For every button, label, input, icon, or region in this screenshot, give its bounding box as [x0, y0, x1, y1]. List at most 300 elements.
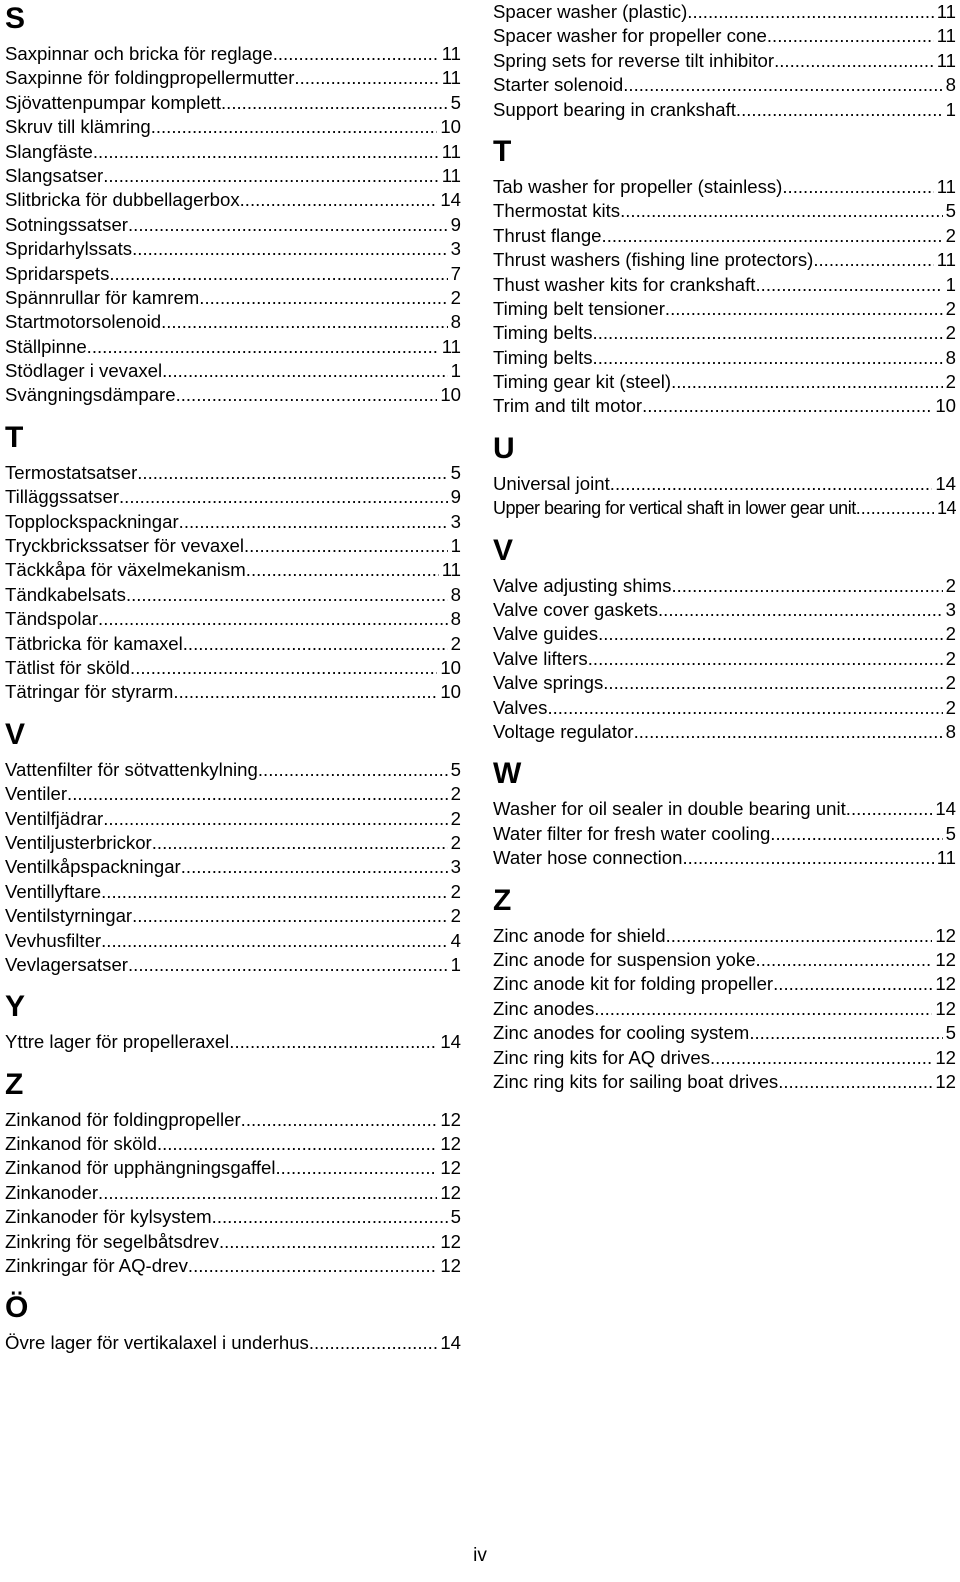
section-letter-heading: T	[493, 134, 512, 168]
index-entry-page: 2	[450, 905, 461, 927]
dot-leader	[846, 797, 933, 821]
index-entry	[5, 1230, 461, 1254]
dot-leader	[602, 224, 943, 248]
index-entry	[493, 1021, 956, 1045]
index-entry-label: Topplockspackningar	[5, 510, 179, 532]
index-entry-page: 2	[945, 371, 956, 393]
index-entry-label: Spännrullar för kamrem	[5, 286, 200, 308]
dot-leader	[687, 0, 933, 24]
dot-leader	[588, 647, 943, 671]
dot-leader	[152, 831, 448, 855]
index-entry	[5, 310, 461, 334]
index-entry-page: 9	[450, 486, 461, 508]
index-entry-page: 8	[945, 720, 956, 742]
index-entry	[493, 0, 956, 24]
index-entry-label: Spacer washer for propeller cone	[493, 25, 767, 47]
index-entry-label: Zinc anode for suspension yoke	[493, 948, 756, 970]
index-entry	[5, 485, 461, 509]
index-entry	[493, 647, 956, 671]
index-entry-label: Slangfäste	[5, 140, 93, 162]
index-entry-label: Timing belt tensioner	[493, 297, 665, 319]
index-entry-page: 7	[450, 262, 461, 284]
index-entry-page: 12	[935, 997, 956, 1019]
index-entry-label: Tryckbrickssatser för vevaxel	[5, 535, 245, 557]
index-entry-page: 12	[440, 1157, 461, 1179]
index-entry-page: 5	[450, 1206, 461, 1228]
index-entry-label: Zinkanod för upphängningsgaffel	[5, 1157, 276, 1179]
index-entry-page: 4	[450, 929, 461, 951]
index-entry-page: 8	[450, 311, 461, 333]
index-entry-label: Övre lager för vertikalaxel i underhus	[5, 1332, 309, 1354]
index-entry	[5, 953, 461, 977]
index-entry	[5, 1156, 461, 1180]
index-entry-page: 1	[450, 360, 461, 382]
index-entry-label: Thrust flange	[493, 224, 602, 246]
dot-leader	[246, 558, 439, 582]
dot-leader	[770, 822, 942, 846]
index-entry-page: 12	[935, 948, 956, 970]
index-entry	[5, 1205, 461, 1229]
index-entry	[5, 929, 461, 953]
index-entry-label: Ventiler	[5, 783, 68, 805]
dot-leader	[229, 1030, 437, 1054]
index-column-left	[5, 0, 461, 1369]
index-entry-label: Zinkanoder för kylsystem	[5, 1206, 212, 1228]
index-entry	[493, 297, 956, 321]
index-entry-page: 5	[450, 91, 461, 113]
index-entry-page: 5	[945, 1022, 956, 1044]
index-entry-page: 2	[450, 831, 461, 853]
dot-leader	[173, 680, 437, 704]
index-entry	[493, 199, 956, 223]
index-entry-label: Vevhusfilter	[5, 929, 102, 951]
index-entry-label: Ventillyftare	[5, 880, 102, 902]
index-entry-page: 1	[945, 273, 956, 295]
index-entry-page: 12	[440, 1255, 461, 1277]
index-entry-label: Valve adjusting shims	[493, 574, 672, 596]
index-entry-label: Thrust washers (fishing line protectors)	[493, 249, 814, 271]
index-entry	[5, 607, 461, 631]
index-entry	[5, 782, 461, 806]
index-entry-label: Svängningsdämpare	[5, 384, 176, 406]
index-entry	[5, 461, 461, 485]
index-entry	[493, 49, 956, 73]
index-entry-label: Water hose connection	[493, 847, 683, 869]
index-entry-label: Zinc anodes for cooling system	[493, 1022, 750, 1044]
section-letter-heading: S	[5, 2, 26, 35]
index-entry-page: 11	[441, 164, 461, 186]
index-entry-page: 10	[440, 656, 461, 678]
index-entry-page: 2	[945, 322, 956, 344]
index-entry-page: 2	[945, 647, 956, 669]
dot-leader	[620, 199, 943, 223]
index-entry-label: Yttre lager för propelleraxel	[5, 1031, 230, 1053]
index-entry-page: 11	[441, 140, 461, 162]
dot-leader	[594, 997, 932, 1021]
dot-leader	[221, 91, 448, 115]
index-entry-label: Spridarhylssats	[5, 238, 133, 260]
index-entry	[493, 73, 956, 97]
index-entry-page: 14	[936, 498, 956, 519]
index-entry	[493, 574, 956, 598]
index-entry-page: 1	[450, 535, 461, 557]
index-entry-label: Zinkanod för sköld	[5, 1133, 157, 1155]
index-entry	[493, 720, 956, 744]
dot-leader	[179, 510, 448, 534]
index-entry-page: 14	[935, 798, 956, 820]
index-entry-page: 11	[936, 25, 956, 47]
index-entry	[493, 224, 956, 248]
index-entry	[5, 140, 461, 164]
index-entry-page: 9	[450, 213, 461, 235]
index-entry-page: 14	[935, 472, 956, 494]
index-entry-label: Ventiljusterbrickor	[5, 831, 152, 853]
dot-leader	[593, 346, 943, 370]
index-entry	[5, 164, 461, 188]
index-entry-page: 2	[945, 672, 956, 694]
index-entry	[5, 1181, 461, 1205]
dot-leader	[294, 66, 438, 90]
index-entry-label: Voltage regulator	[493, 720, 634, 742]
dot-leader	[276, 1156, 438, 1180]
index-entry	[493, 321, 956, 345]
section-letter-heading: U	[493, 431, 515, 465]
index-entry-label: Tilläggssatser	[5, 486, 120, 508]
dot-leader	[710, 1046, 932, 1070]
index-entry	[493, 846, 956, 870]
dot-leader	[103, 807, 447, 831]
dot-leader	[623, 73, 942, 97]
index-column-right	[493, 0, 956, 1107]
index-entry	[5, 66, 461, 90]
index-entry-label: Tab washer for propeller (stainless)	[493, 175, 783, 197]
dot-leader	[126, 583, 448, 607]
index-entry-label: Universal joint	[493, 472, 610, 494]
section-letter-heading: Y	[5, 990, 26, 1024]
index-entry-label: Valve cover gaskets	[493, 599, 659, 621]
dot-leader	[241, 1108, 438, 1132]
index-entry-label: Starter solenoid	[493, 74, 624, 96]
index-entry	[5, 758, 461, 782]
dot-leader	[773, 972, 932, 996]
index-entry-label: Spacer washer (plastic)	[493, 1, 688, 22]
index-entry	[493, 175, 956, 199]
index-entry	[493, 496, 956, 520]
index-entry-label: Support bearing in crankshaft	[493, 98, 736, 120]
index-entry-page: 11	[936, 49, 956, 71]
dot-leader	[671, 370, 943, 394]
dot-leader	[98, 1181, 437, 1205]
index-entry	[493, 370, 956, 394]
index-entry	[493, 248, 956, 272]
dot-leader	[101, 929, 448, 953]
index-entry-label: Trim and tilt motor	[493, 395, 643, 417]
index-entry	[5, 115, 461, 139]
index-entry	[5, 831, 461, 855]
dot-leader	[666, 924, 933, 948]
index-entry-label: Vattenfilter för sötvattenkylning	[5, 758, 258, 780]
index-entry	[493, 472, 956, 496]
dot-leader	[755, 273, 942, 297]
dot-leader	[642, 394, 932, 418]
section-letter-heading: W	[493, 757, 522, 791]
index-entry-page: 8	[450, 583, 461, 605]
dot-leader	[603, 671, 942, 695]
index-entry-label: Zinkanod för foldingpropeller	[5, 1108, 241, 1130]
index-entry-page: 2	[450, 286, 461, 308]
index-entry-page: 3	[450, 510, 461, 532]
dot-leader	[93, 140, 439, 164]
index-entry-page: 11	[441, 559, 461, 581]
index-entry	[5, 286, 461, 310]
index-entry-page: 2	[945, 696, 956, 718]
index-entry-page: 2	[945, 574, 956, 596]
dot-leader	[671, 574, 942, 598]
index-entry-label: Startmotorsolenoid	[5, 311, 162, 333]
index-entry	[5, 42, 461, 66]
section-letter-heading: Z	[493, 883, 512, 917]
index-entry-label: Zinc anode for shield	[493, 924, 666, 946]
index-entry-label: Water filter for fresh water cooling	[493, 822, 771, 844]
index-entry	[5, 383, 461, 407]
index-entry	[493, 598, 956, 622]
index-entry-label: Washer for oil sealer in double bearing unit	[493, 798, 846, 820]
index-entry-label: Thust washer kits for crankshaft	[493, 273, 756, 295]
index-entry-page: 5	[945, 200, 956, 222]
dot-leader	[240, 188, 438, 212]
index-entry-page: 10	[440, 384, 461, 406]
index-entry	[493, 671, 956, 695]
index-entry	[493, 394, 956, 418]
index-entry	[493, 622, 956, 646]
index-entry-label: Saxpinne för foldingpropellermutter	[5, 67, 295, 89]
index-entry-page: 12	[935, 1070, 956, 1092]
index-entry	[493, 822, 956, 846]
dot-leader	[756, 948, 933, 972]
index-entry	[493, 924, 956, 948]
index-entry-page: 10	[935, 395, 956, 417]
index-entry-label: Täckkåpa för växelmekanism	[5, 559, 246, 581]
dot-leader	[813, 248, 933, 272]
index-entry-label: Zinkring för segelbåtsdrev	[5, 1230, 219, 1252]
index-entry-label: Valve springs	[493, 672, 604, 694]
dot-leader	[856, 496, 934, 520]
index-entry	[5, 656, 461, 680]
dot-leader	[683, 846, 934, 870]
index-entry-label: Vevlagersatser	[5, 953, 128, 975]
index-entry-page: 10	[440, 681, 461, 703]
dot-leader	[162, 359, 448, 383]
dot-leader	[98, 607, 448, 631]
index-entry	[5, 558, 461, 582]
dot-leader	[736, 98, 943, 122]
index-entry-label: Spridarspets	[5, 262, 110, 284]
index-entry-label: Zinkringar för AQ-drev	[5, 1255, 188, 1277]
index-entry-page: 3	[450, 238, 461, 260]
index-entry-page: 5	[450, 461, 461, 483]
index-entry	[493, 972, 956, 996]
index-entry	[5, 262, 461, 286]
index-entry	[5, 1331, 461, 1355]
index-entry-page: 3	[945, 599, 956, 621]
dot-leader	[782, 175, 933, 199]
index-entry-label: Spring sets for reverse tilt inhibitor	[493, 49, 775, 71]
index-entry-page: 12	[440, 1230, 461, 1252]
index-entry	[493, 797, 956, 821]
dot-leader	[188, 1254, 437, 1278]
index-entry-label: Ventilfjädrar	[5, 807, 104, 829]
index-entry-page: 3	[450, 856, 461, 878]
index-entry-page: 2	[450, 632, 461, 654]
index-entry	[493, 346, 956, 370]
dot-leader	[749, 1021, 942, 1045]
index-entry-page: 12	[440, 1181, 461, 1203]
dot-leader	[109, 262, 447, 286]
index-entry-label: Tätringar för styrarm	[5, 681, 174, 703]
index-entry-page: 11	[441, 43, 461, 64]
index-entry-label: Zinkanoder	[5, 1181, 99, 1203]
index-entry-page: 11	[936, 847, 956, 869]
dot-leader	[658, 598, 943, 622]
index-entry-page: 8	[945, 74, 956, 96]
index-entry-label: Ställpinne	[5, 335, 87, 357]
index-entry	[493, 1070, 956, 1094]
index-entry-label: Timing belts	[493, 346, 593, 368]
index-entry	[5, 237, 461, 261]
dot-leader	[181, 855, 448, 879]
index-entry-page: 12	[935, 973, 956, 995]
dot-leader	[161, 310, 448, 334]
index-entry-label: Valves	[493, 696, 548, 718]
index-entry-label: Tätlist för sköld	[5, 656, 131, 678]
dot-leader	[132, 237, 448, 261]
dot-leader	[610, 472, 933, 496]
index-entry	[5, 91, 461, 115]
dot-leader	[593, 321, 943, 345]
index-entry	[5, 1254, 461, 1278]
dot-leader	[634, 720, 943, 744]
index-entry	[5, 213, 461, 237]
index-entry-label: Valve guides	[493, 623, 599, 645]
index-entry	[493, 1046, 956, 1070]
index-entry-page: 10	[440, 116, 461, 138]
index-entry	[493, 24, 956, 48]
index-entry	[5, 510, 461, 534]
index-entry-label: Tändspolar	[5, 608, 99, 630]
dot-leader	[767, 24, 934, 48]
index-entry-label: Slitbricka för dubbellagerbox	[5, 189, 240, 211]
index-entry-page: 11	[441, 335, 461, 357]
dot-leader	[665, 297, 943, 321]
index-entry	[5, 904, 461, 928]
index-entry-page: 2	[945, 224, 956, 246]
index-entry	[5, 359, 461, 383]
index-entry-label: Timing belts	[493, 322, 593, 344]
index-entry-label: Saxpinnar och bricka för reglage	[5, 43, 273, 64]
page-number: iv	[473, 1545, 487, 1566]
index-entry-label: Zinc anodes	[493, 997, 595, 1019]
index-entry-page: 2	[450, 880, 461, 902]
index-entry	[5, 807, 461, 831]
dot-leader	[774, 49, 934, 73]
dot-leader	[87, 335, 439, 359]
index-entry-label: Zinc ring kits for sailing boat drives	[493, 1070, 779, 1092]
index-entry-page: 1	[450, 953, 461, 975]
index-entry-label: Thermostat kits	[493, 200, 621, 222]
index-entry-page: 2	[945, 297, 956, 319]
dot-leader	[137, 461, 447, 485]
index-entry-page: 12	[440, 1133, 461, 1155]
index-entry-page: 2	[450, 807, 461, 829]
dot-leader	[132, 904, 448, 928]
index-entry-label: Termostatsatser	[5, 461, 138, 483]
index-entry	[5, 880, 461, 904]
index-entry-label: Upper bearing for vertical shaft in lower gear unit	[493, 498, 856, 519]
index-entry-page: 11	[936, 1, 956, 22]
section-letter-heading: Ö	[5, 1291, 29, 1325]
index-entry-page: 11	[936, 175, 956, 197]
index-entry-label: Sotningssatser	[5, 213, 128, 235]
index-entry	[5, 188, 461, 212]
dot-leader	[128, 953, 448, 977]
index-entry-label: Zinc ring kits for AQ drives	[493, 1046, 710, 1068]
section-letter-heading: Z	[5, 1067, 24, 1101]
dot-leader	[778, 1070, 932, 1094]
index-entry-page: 5	[945, 822, 956, 844]
index-entry	[493, 696, 956, 720]
index-entry	[5, 680, 461, 704]
index-entry-label: Sjövattenpumpar komplett	[5, 91, 222, 113]
dot-leader	[183, 632, 448, 656]
index-entry	[5, 1030, 461, 1054]
index-entry	[493, 948, 956, 972]
index-entry	[493, 273, 956, 297]
section-letter-heading: V	[493, 533, 514, 567]
index-entry-label: Ventilstyrningar	[5, 905, 133, 927]
dot-leader	[176, 383, 438, 407]
index-entry-page: 12	[440, 1108, 461, 1130]
index-entry-page: 1	[945, 98, 956, 120]
index-entry	[5, 1108, 461, 1132]
dot-leader	[273, 42, 439, 66]
dot-leader	[547, 696, 942, 720]
index-entry-page: 12	[935, 1046, 956, 1068]
index-entry-label: Valve lifters	[493, 647, 588, 669]
index-entry	[493, 997, 956, 1021]
index-entry	[5, 1132, 461, 1156]
index-entry-page: 11	[936, 249, 956, 271]
index-entry-page: 5	[450, 758, 461, 780]
section-letter-heading: T	[5, 420, 24, 454]
dot-leader	[101, 880, 448, 904]
index-entry-label: Skruv till klämring	[5, 116, 151, 138]
dot-leader	[309, 1331, 437, 1355]
index-entry-label: Stödlager i vevaxel	[5, 360, 163, 382]
dot-leader	[157, 1132, 437, 1156]
dot-leader	[151, 115, 438, 139]
index-entry	[493, 98, 956, 122]
dot-leader	[598, 622, 943, 646]
index-entry-label: Tätbricka för kamaxel	[5, 632, 183, 654]
index-entry-page: 2	[450, 783, 461, 805]
index-entry-page: 12	[935, 924, 956, 946]
dot-leader	[103, 164, 438, 188]
index-entry-label: Ventilkåpspackningar	[5, 856, 181, 878]
dot-leader	[119, 485, 448, 509]
index-entry-label: Zinc anode kit for folding propeller	[493, 973, 774, 995]
index-entry-page: 8	[450, 608, 461, 630]
dot-leader	[199, 286, 447, 310]
